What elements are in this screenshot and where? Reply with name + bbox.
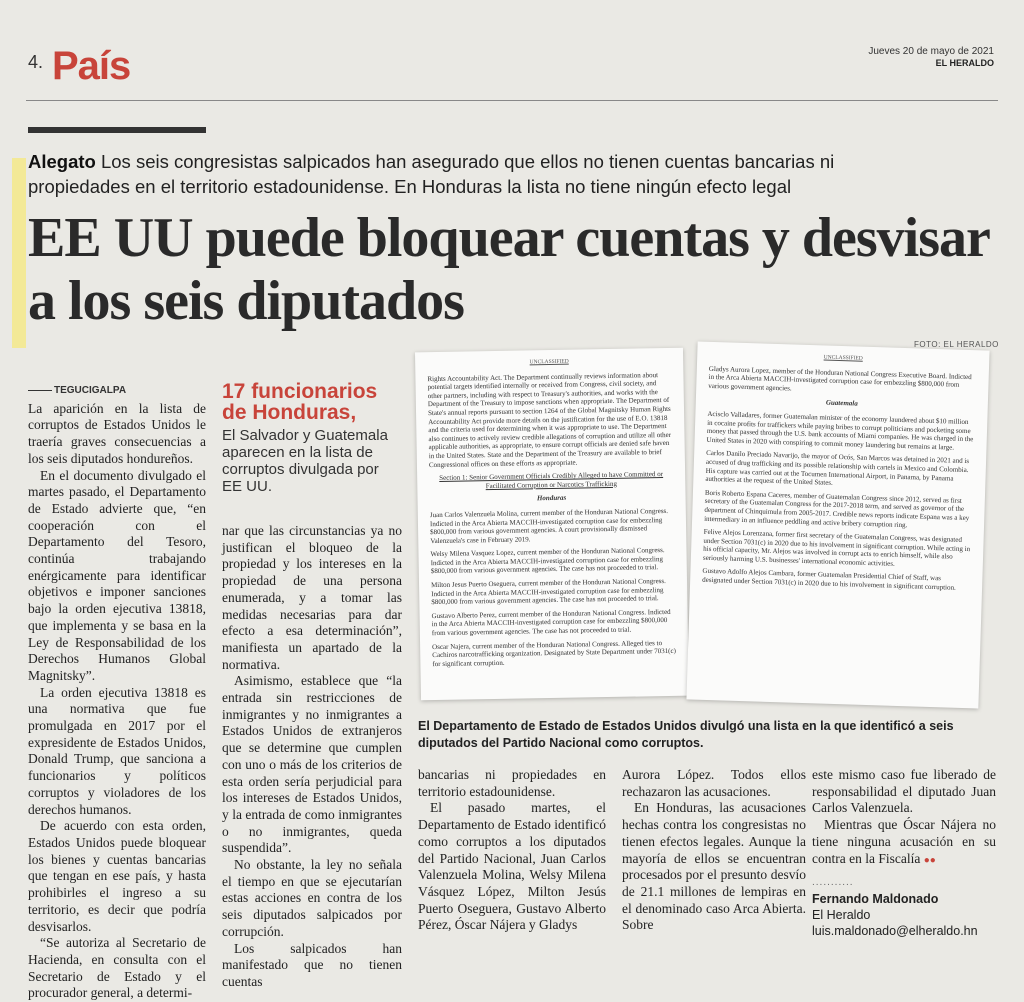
paragraph: este mismo caso fue liberado de responsabilidad el diputado Juan Carlos Valenzuela. bbox=[812, 767, 996, 816]
article-column-5 bbox=[812, 767, 996, 939]
subhead-text: El Salvador y Guatemala aparecen en la lista de corruptos divulgada por EE UU. bbox=[222, 427, 388, 495]
doc-entry: Gustavo Adolfo Alejos Cambara, former Guatemalan Presidential Chief of Staff, was designated under Section 7031(c) in 2020 due to his involvement in significant corruption. bbox=[702, 567, 956, 592]
doc-entry: Felive Alejos Lorenzana, former first secretary of the Guatemalan Congress, was designated under Section 7031(c) in 2020 due to his involvement in significant corruption. While acting in his official capacity, Mr. Alejos was involved in corrupt acts to enrich himself, while also seriously harming U.S. businesses' international economic activities. bbox=[702, 527, 971, 568]
author-outlet: El Heraldo bbox=[812, 908, 871, 923]
paragraph: En Honduras, las acusaciones hechas contra los congresistas no tienen efectos legales. Aunque la mayoría de ellos se encuentran procesados por el presunto desvío de 21.1 millones de lempiras en el denominado caso Arca Abierta. Sobre bbox=[622, 800, 806, 933]
author-name: Fernando Maldonado bbox=[812, 892, 939, 907]
paragraph bbox=[812, 817, 996, 869]
doc-entry: Juan Carlos Valenzuela Molina, current member of the Honduran National Congress. Indicted in the Arca Abierta MACCIH-investigated corruption case for embezzling $800,000 from various government agencies. A court provisionally dismissed Valenzuela's case in February 2019. bbox=[429, 506, 669, 545]
kicker-text: Los seis congresistas salpicados han asegurado que ellos no tienen cuentas bancarias ni propiedades en el territorio estadounidense. En Honduras la lista no tiene ningún efecto legal bbox=[28, 151, 835, 197]
photo-caption: El Departamento de Estado de Estados Unidos divulgó una lista en la que identificó a seis diputados del Partido Nacional como corruptos. bbox=[418, 719, 954, 750]
section-title: País bbox=[52, 44, 131, 88]
doc-country: Guatemala bbox=[825, 398, 858, 408]
subhead-title: 17 funcionarios de Honduras, bbox=[222, 380, 378, 424]
paragraph: En el documento divulgado el martes pasado, el Departamento de Estado advierte que, “en cooperación con el Departamento del Tesoro, continúa trabajando enérgicamente para identificar objetivos e imponer sanciones bajo la orden ejecutiva 13818, que implementa y se basa en la Ley de Responsabilidad de los Derechos Humanos Global Magnitsky”. bbox=[28, 467, 206, 683]
doc-entry: Milton Jesus Puerto Oseguera, current member of the Honduran National Congress. Indicted in the Arca Abierta MACCIH-investigated corruption case for embezzling $800,000 from various government agencies. The case has not proceeded to trial. bbox=[430, 577, 666, 607]
article-column-4 bbox=[622, 767, 806, 934]
paragraph: No obstante, la ley no señala el tiempo en que se ejecutarían estas acciones en contra de los seis diputados salpicados por corrupción. bbox=[222, 857, 402, 939]
doc-intro: Rights Accountability Act. The Department continually reviews information about potential targets identified internally or received from Congress, civil society, and other partners, including with respect to Treasury's authorities, and works with the Department of the Treasury to impose sanctions when appropriate. The Department of State's annual reports pursuant to section 1264 of the Global Magnitsky Human Rights Accountability Act provide more details on the justification for the use of E.O. 13818 and the criteria used for determining when it was appropriate to use. The Department also continues to actively review credible allegations of corruption and utilize all other applicable authorities, as appropriate, to ensure corrupt officials are denied safe haven in the United States. State and the Department of the Treasury are available to brief Congressional offices on these efforts as appropriate. bbox=[427, 370, 672, 469]
end-mark-icon: ●● bbox=[923, 854, 936, 866]
article-column-1 bbox=[28, 383, 206, 1002]
section-bar bbox=[28, 127, 206, 133]
kicker-label: Alegato bbox=[28, 151, 96, 172]
header-divider bbox=[26, 100, 998, 101]
doc-entry: Acisclo Valladares, former Guatemalan minister of the economy laundered about $10 million in cocaine profits for traffickers while paying bribes to corrupt politicians and pocketing some money that passed through the U.S. bank accounts of Miami companies. He was charged in the United States in 2020 with conspiring to commit money laundering but remains at large. bbox=[706, 409, 974, 452]
dateline: TEGUCIGALPA bbox=[28, 383, 206, 400]
doc-entry: Gustavo Alberto Perez, current member of the Honduran National Congress. Indicted in the Arca Abierta MACCIH-investigated corruption case for embezzling $800,000 from various government agencies. The case has not proceeded to trial. bbox=[431, 607, 671, 638]
doc-classification: UNCLASSIFIED bbox=[823, 354, 863, 362]
author-block bbox=[812, 875, 996, 939]
kicker bbox=[28, 149, 928, 199]
doc-entry: Gladys Aurora Lopez, member of the Honduran National Congress Executive Board. Indicted in the Arca Abierta MACCIH-investigated corruption case for embezzling $800,000 from various government agencies. bbox=[708, 364, 972, 393]
doc-classification: UNCLASSIFIED bbox=[529, 358, 569, 366]
article-column-2 bbox=[222, 523, 402, 991]
paragraph: “Se autoriza al Secretario de Hacienda, en consulta con el Secretario de Estado y el procurador general, a determi- bbox=[28, 935, 206, 1001]
paragraph: La orden ejecutiva 13818 es una normativa que fue promulgada en 2017 por el expresidente de Estados Unidos, Donald Trump, que sanciona a funcionarios y políticos corruptos y violadores de los derechos humanos. bbox=[28, 684, 206, 817]
author-separator: ........... bbox=[812, 877, 854, 889]
issue-date: Jueves 20 de mayo de 2021 bbox=[868, 46, 994, 57]
page-number: 4. bbox=[28, 52, 44, 72]
doc-section-title: Section 1: Senior Government Officials Credibly Alleged to have Committed or Facilitated Corruption or Narcotics Trafficking bbox=[439, 470, 664, 490]
doc-entry: Welsy Milena Vasquez Lopez, current member of the Honduran National Congress. Indicted in the Arca Abierta MACCIH-investigated corruption case for embezzling $800,000 from various government agencies. The case has not proceeded to trial. bbox=[430, 546, 665, 576]
author-email: luis.maldonado@elheraldo.hn bbox=[812, 924, 978, 939]
paragraph: nar que las circunstancias ya no justifican el bloqueo de la propiedad y los intereses en la propiedad de una persona enumerada, y a tomar las medidas necesarias para dar efecto a esa determinación”, manifiesta un apartado de la normativa. bbox=[222, 523, 402, 672]
paragraph-text: Mientras que Óscar Nájera no tiene ninguna acusación en su contra en la Fiscalía bbox=[812, 817, 996, 866]
headline: EE UU puede bloquear cuentas y desvisar a los seis diputados bbox=[28, 207, 989, 332]
subhead-box bbox=[222, 381, 402, 495]
paragraph: bancarias ni propiedades en territorio estadounidense. bbox=[418, 767, 606, 799]
paragraph: Los salpicados han manifestado que no tienen cuentas bbox=[222, 940, 402, 989]
doc-entry: Oscar Najera, current member of the Honduran National Congress. Alleged ties to Cachiros narcotrafficking organization. Designated by State Department under 7031(c) for significant corruption. bbox=[432, 638, 676, 668]
document-photo-right bbox=[686, 342, 989, 709]
paragraph: De acuerdo con esta orden, Estados Unidos puede bloquear los bienes y cuentas bancarias que tengan en ese país, y hasta prohibirles el ingreso a su territorio, es decir que podría desvisarlos. bbox=[28, 818, 206, 934]
newspaper-name: EL HERALDO bbox=[935, 58, 994, 68]
doc-entry: Carlos Danilo Preciado Navarijo, the mayor of Ocós, San Marcos was detained in 2021 and is accused of drug trafficking and its possible relationship with cartels in Mexico and Colombia. His capture was carried out at the Tocumen International Airport, in Panama, by Panama authorities at the request of the United States. bbox=[705, 449, 970, 487]
doc-country: Honduras bbox=[536, 494, 567, 503]
paragraph: El pasado martes, el Departamento de Estado identificó como corruptos a los diputados del Partido Nacional, Juan Carlos Valenzuela Molina, Welsy Milena Vásquez López, Milton Jesús Puerto Oseguera, Gustavo Alberto Pérez, Óscar Nájera y Gladys bbox=[418, 800, 606, 933]
document-photo-left bbox=[415, 348, 689, 701]
paragraph: La aparición en la lista de corruptos de Estados Unidos le traería graves consecuencias a los seis diputados hondureños. bbox=[28, 400, 206, 466]
doc-entry: Boris Roberto Espana Caceres, member of Guatemalan Congress since 2012, served as first secretary of the Guatemalan Congress for the 2017-2018 term, and served as governor of the department of Chinquimula from 2005-2017. Credible news reports indicate Espana was a key intermediary in an influence peddling and active bribery corruption ring. bbox=[704, 488, 970, 529]
highlighter-mark bbox=[12, 158, 26, 348]
paragraph: Asimismo, establece que “la entrada sin restricciones de inmigrantes y no inmigrantes a Estados Unidos de extranjeros que se determine que cumplen con uno o más de los criterios de esta orden sería perjudicial para los intereses de Estados Unidos, y la entrada de como inmigrantes o no inmigrantes, queda suspendida”. bbox=[222, 673, 402, 856]
paragraph: Aurora López. Todos ellos rechazaron las acusaciones. bbox=[622, 767, 806, 799]
article-column-3 bbox=[418, 767, 606, 934]
photo-credit: FOTO: EL HERALDO bbox=[914, 340, 999, 349]
